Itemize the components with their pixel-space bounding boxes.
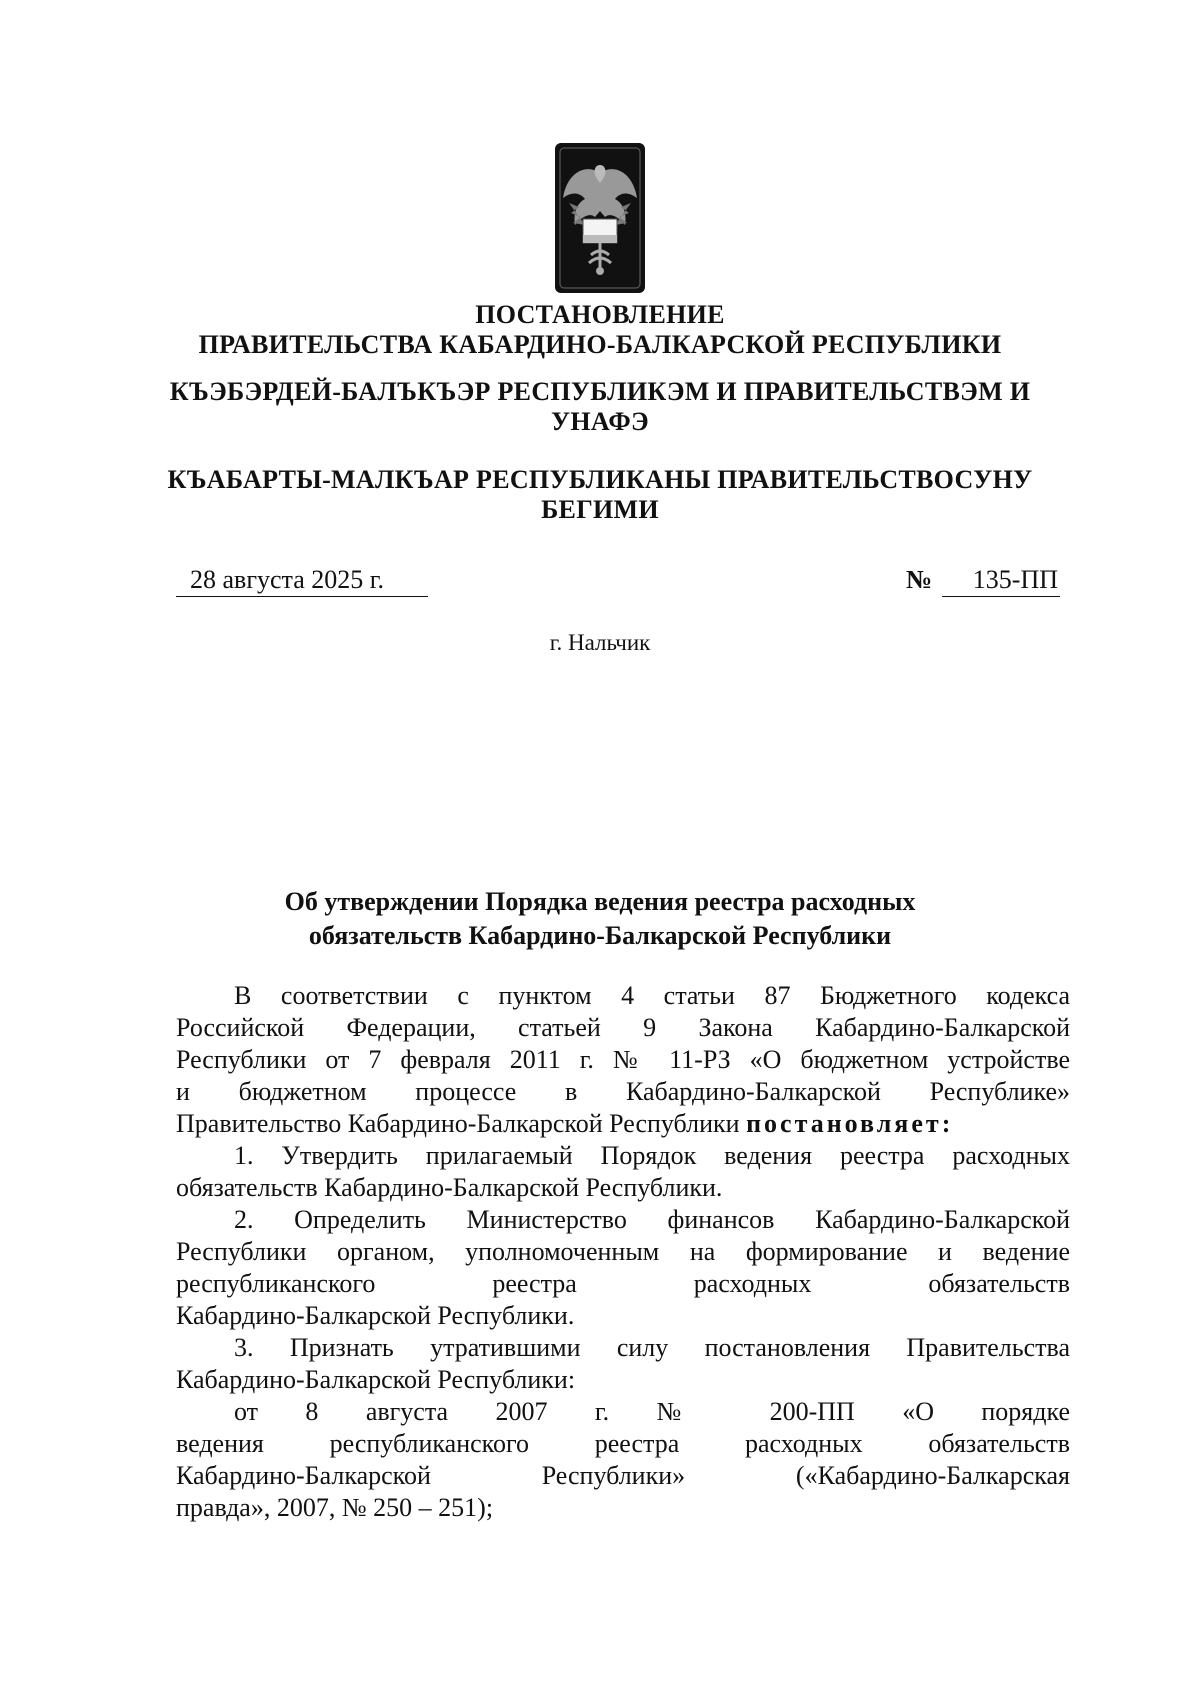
preamble-paragraph — [176, 980, 1070, 1140]
item-1 — [176, 1140, 1070, 1204]
preamble-line: В соответствии с пунктом 4 статьи 87 Бюджетного кодекса — [234, 981, 1070, 1010]
preamble-line: и бюджетном процессе в Кабардино-Балкарской Республике» — [176, 1077, 1070, 1106]
item-line: ведения республиканского реестра расходных обязательств — [176, 1429, 1070, 1458]
document-body — [176, 980, 1070, 1524]
document-header-krc — [0, 465, 1200, 525]
title-line2: обязательств Кабардино-Балкарской Республики — [308, 921, 892, 950]
document-title — [0, 885, 1200, 953]
item-2 — [176, 1204, 1070, 1332]
document-header-kbd — [0, 377, 1200, 437]
item-line: Республики органом, уполномоченным на формирование и ведение — [176, 1237, 1070, 1266]
preamble-text: Правительство Кабардино-Балкарской Республики — [176, 1109, 740, 1138]
document-number: 135-ПП — [942, 565, 1060, 597]
city: г. Нальчик — [549, 630, 651, 655]
item-3-sub-a — [176, 1396, 1070, 1524]
title-line1: Об утверждении Порядка ведения реестра расходных — [284, 887, 916, 916]
item-line: от 8 августа 2007 г. № 200-ПП «О порядке — [234, 1397, 1070, 1426]
issuer-krc-line1: КЪАБАРТЫ-МАЛКЪАР РЕСПУБЛИКАНЫ ПРАВИТЕЛЬСТВОСУНУ — [167, 465, 1033, 494]
item-line: Кабардино-Балкарской Республики. — [176, 1301, 575, 1330]
item-line: 1. Утвердить прилагаемый Порядок ведения реестра расходных — [234, 1141, 1070, 1170]
preamble-line: Российской Федерации, статьей 9 Закона Кабардино-Балкарской — [176, 1013, 1070, 1042]
document-date: 28 августа 2025 г. — [176, 565, 428, 597]
issuer-kbd-line1: КЪЭБЭРДЕЙ-БАЛЪКЪЭР РЕСПУБЛИКЭМ И ПРАВИТЕЛЬСТВЭМ И — [169, 377, 1031, 406]
preamble-line-last — [176, 1108, 1070, 1140]
preamble-line: Республики от 7 февраля 2011 г. № 11-РЗ «О бюджетном устройстве — [176, 1045, 1070, 1074]
item-line: Кабардино-Балкарской Республики» («Кабардино-Балкарская — [176, 1461, 1070, 1490]
doc-type: ПОСТАНОВЛЕНИЕ — [475, 300, 725, 329]
coat-of-arms-emblem — [555, 143, 645, 293]
issuer-krc-line2: БЕГИМИ — [541, 495, 659, 524]
item-line: правда», 2007, № 250 – 251); — [176, 1493, 494, 1522]
number-label: № — [906, 565, 933, 594]
resolves-colon: : — [941, 1109, 954, 1138]
item-line: обязательств Кабардино-Балкарской Республики. — [176, 1173, 723, 1202]
issuer-kbd-line2: УНАФЭ — [551, 407, 649, 436]
item-line: республиканского реестра расходных обязательств — [176, 1269, 1070, 1298]
item-line: 2. Определить Министерство финансов Кабардино-Балкарской — [234, 1205, 1070, 1234]
item-line: Кабардино-Балкарской Республики: — [176, 1365, 576, 1394]
resolves-word: постановляет — [746, 1109, 942, 1138]
issuer-ru: ПРАВИТЕЛЬСТВА КАБАРДИНО-БАЛКАРСКОЙ РЕСПУБЛИКИ — [198, 330, 1002, 359]
item-3 — [176, 1332, 1070, 1396]
date-number-row — [0, 565, 1200, 599]
item-line: 3. Признать утратившими силу постановления Правительства — [234, 1333, 1070, 1362]
document-header-ru — [0, 300, 1200, 360]
